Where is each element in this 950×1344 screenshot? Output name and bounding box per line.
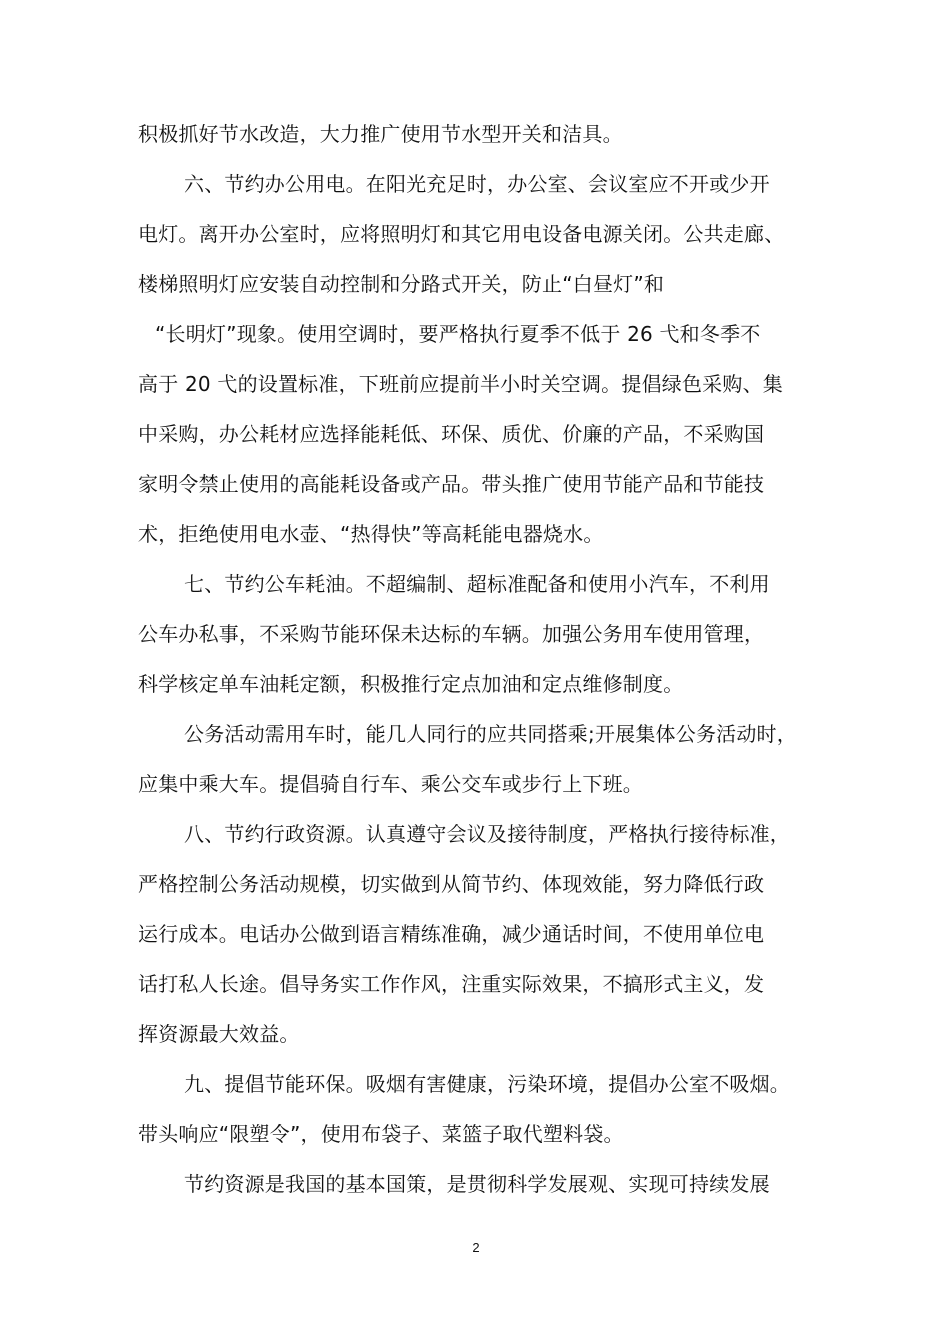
page-number: 2 [472, 1240, 480, 1255]
section-heading-line: 八、节约行政资源。认真遵守会议及接待制度，严格执行接待标准， [184, 822, 790, 846]
text-line: 家明令禁止使用的高能耗设备或产品。带头推广使用节能产品和节能技 [138, 472, 765, 496]
text-line: 中采购，办公耗材应选择能耗低、环保、质优、价廉的产品，不采购国 [138, 422, 765, 446]
text-line: 带头响应“限塑令”，使用布袋子、菜篮子取代塑料袋。 [138, 1122, 624, 1146]
text-line: 高于 20 弋的设置标准，下班前应提前半小时关空调。提倡绿色采购、集 [138, 372, 783, 396]
text-line: 术，拒绝使用电水壶、“热得快”等高耗能电器烧水。 [138, 522, 604, 546]
text-line: 挥资源最大效益。 [138, 1022, 300, 1046]
text-line: 楼梯照明灯应安装自动控制和分路式开关，防止“白昼灯”和 [138, 272, 665, 296]
text-line: 应集中乘大车。提倡骑自行车、乘公交车或步行上下班。 [138, 772, 643, 796]
section-heading-line: 七、节约公车耗油。不超编制、超标准配备和使用小汽车，不利用 [184, 572, 770, 596]
text-line: 话打私人长途。倡导务实工作作风，注重实际效果，不搞形式主义，发 [138, 972, 765, 996]
text-line: 科学核定单车油耗定额，积极推行定点加油和定点维修制度。 [138, 672, 684, 696]
text-line: 积极抓好节水改造，大力推广使用节水型开关和洁具。 [138, 122, 623, 146]
section-heading-line: 六、节约办公用电。在阳光充足时，办公室、会议室应不开或少开 [184, 172, 770, 196]
text-line: 电灯。离开办公室时，应将照明灯和其它用电设备电源关闭。公共走廊、 [138, 222, 785, 246]
text-line: 公车办私事，不采购节能环保未达标的车辆。加强公务用车使用管理， [138, 622, 765, 646]
text-line: “长明灯”现象。使用空调时，要严格执行夏季不低于 26 弋和冬季不 [155, 322, 761, 346]
paragraph-start-line: 公务活动需用车时，能几人同行的应共同搭乘;开展集体公务活动时， [184, 722, 797, 746]
paragraph-start-line: 节约资源是我国的基本国策，是贯彻科学发展观、实现可持续发展 [184, 1172, 770, 1196]
text-line: 严格控制公务活动规模，切实做到从简节约、体现效能，努力降低行政 [138, 872, 765, 896]
text-line: 运行成本。电话办公做到语言精练准确，减少通话时间，不使用单位电 [138, 922, 765, 946]
section-heading-line: 九、提倡节能环保。吸烟有害健康，污染环境，提倡办公室不吸烟。 [184, 1072, 790, 1096]
